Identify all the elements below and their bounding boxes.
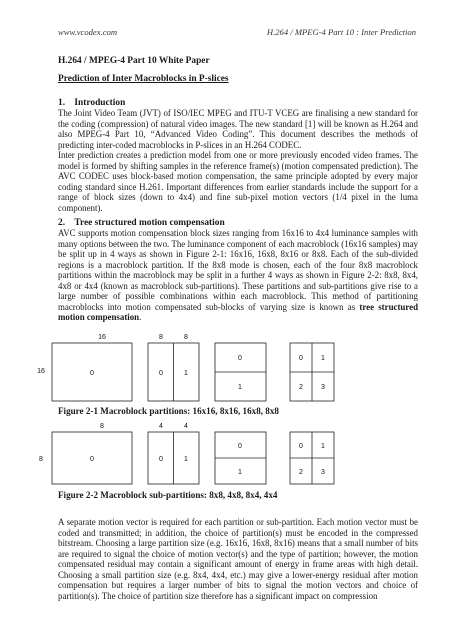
sub-partition-label: 2 [299,469,303,476]
dim-label-4-a: 4 [159,423,163,430]
macroblock-16x16 [52,343,132,401]
partition-label: 2 [299,384,303,391]
sub-partition-4x8 [148,432,199,484]
dim-label-8-a: 8 [159,334,163,341]
figure-2-1-caption: Figure 2-1 Macroblock partitions: 16x16, 8x16, 16x8, 8x8 [58,406,279,416]
partition-label: 0 [159,370,163,377]
sub-partition-label: 1 [238,469,242,476]
partition-label: 0 [90,370,94,377]
figure-2-2-caption: Figure 2-2 Macroblock sub-partitions: 8x8, 4x8, 8x4, 4x4 [58,490,278,500]
partition-label: 3 [321,384,325,391]
section-1-heading: 1. Introduction [58,98,126,108]
section-2-paragraph [58,228,418,323]
partition-label: 1 [321,355,325,362]
section-2-heading: 2. Tree structured motion compensation [58,218,225,228]
macroblock-16x8 [215,343,266,401]
section-2-paragraph-end: . [139,312,142,322]
dim-label-16-side: 16 [37,368,45,375]
section-1-paragraph-1: The Joint Video Team (JVT) of ISO/IEC MPEG and ITU-T VCEG are finalising a new standard for the coding (compression) of natural video images. The new standard [1] will be known as H.264 and also MPEG-4 Part 10, “Advanced Video Coding”. This document describes the methods of predicting inter-coded macroblocks in P-slices in an H.264 CODEC. [58,108,418,150]
macroblock-8x8 [290,343,334,401]
sub-partition-label: 0 [238,443,242,450]
closing-paragraph: A separate motion vector is required for each partition or sub-partition. Each motion vector must be coded and transmitted; in addition, the choice of partition(s) must be encoded in the compressed bitstream. Choosing a large partition size (e.g. 16x16, 16x8, 8x16) means that a small number of bits are required to signal the choice of motion vector(s) and the type of partition; however, the motion compensated residual may contain a significant amount of energy in frame areas with high detail. Choosing a small partition size (e.g. 8x4, 4x4, etc.) may give a lower-energy residual after motion compensation but requires a larger number of bits to signal the motion vectors and choice of partition(s). The choice of partition size therefore has a significant impact on compression [58,517,418,601]
partition-label: 0 [238,355,242,362]
sub-partition-label: 1 [184,456,188,463]
section-2-bold-term: tree structured motion compensation [58,301,419,322]
dim-label-8-top: 8 [100,423,104,430]
header-url: www.vcodex.com [58,27,118,37]
dim-label-8-b: 8 [184,334,188,341]
sub-partition-label: 0 [90,456,94,463]
dim-label-4-b: 4 [184,423,188,430]
sub-partition-label: 0 [299,443,303,450]
partition-label: 1 [184,370,188,377]
sub-partition-8x8 [52,432,132,484]
sub-partition-label: 0 [159,456,163,463]
dim-label-16-top: 16 [98,334,106,341]
dim-label-8-side: 8 [39,456,43,463]
document-subtitle: Prediction of Inter Macroblocks in P-slices [58,74,229,84]
section-1-paragraph-2: Inter prediction creates a prediction model from one or more previously encoded video frames. The model is formed by shifting samples in the reference frame(s) (motion compensated prediction). The AVC CODEC uses block-based motion compensation, the same principle adopted by every major coding standard since H.261. Important differences from earlier standards include the support for a range of block sizes (down to 4x4) and fine sub-pixel motion vectors (1/4 pixel in the luma component). [58,150,418,213]
sub-partition-label: 3 [321,469,325,476]
sub-partition-8x4 [215,432,266,484]
sub-partition-4x4 [290,432,334,484]
macroblock-8x16 [148,343,199,401]
section-2-paragraph-text: AVC supports motion compensation block sizes ranging from 16x16 to 4x4 luminance samples with many options between the two. The luminance component of each macroblock (16x16 samples) may be split up in 4 ways as shown in Figure 2-1: 16x16, 16x8, 8x16 or 8x8. Each of the sub-divided regions is a macroblock partition. If the 8x8 mode is chosen, each of the four 8x8 macroblock partitions within the macroblock may be split in a further 4 ways as shown in Figure 2-2: 8x8, 8x4, 4x8 or 4x4 (known as macroblock sub-partitions). These partitions and sub-partitions give rise to a large number of possible combinations within each macroblock. This method of partitioning macroblocks into motion compensated sub-blocks of varying size is known as [58,228,418,312]
sub-partition-label: 1 [321,443,325,450]
header-doc-title: H.264 / MPEG-4 Part 10 : Inter Prediction [266,27,416,37]
partition-label: 0 [299,355,303,362]
document-title: H.264 / MPEG-4 Part 10 White Paper [58,56,210,66]
partition-label: 1 [238,384,242,391]
